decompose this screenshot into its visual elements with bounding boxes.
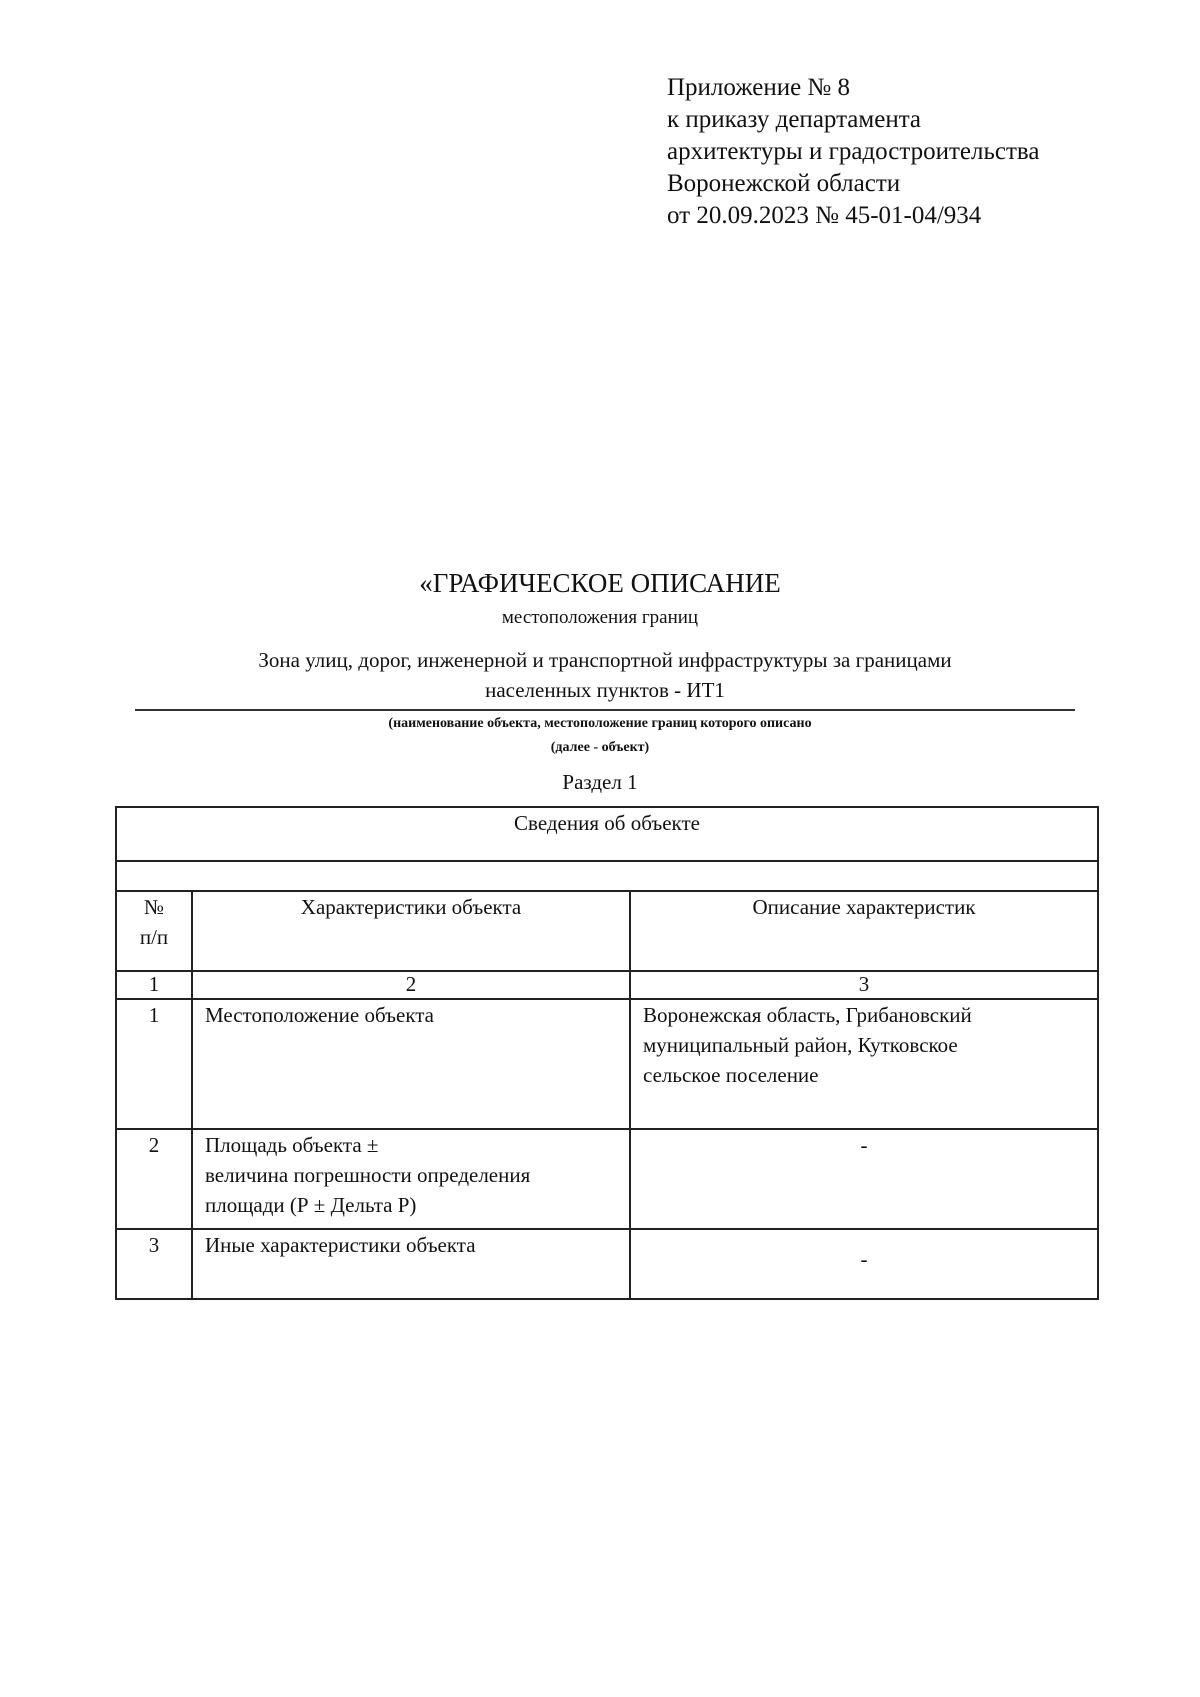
table-row (116, 1129, 1098, 1229)
row-description (630, 999, 1098, 1129)
row-characteristic (192, 1229, 630, 1299)
column-number: 2 (192, 971, 630, 999)
object-note (0, 712, 1200, 760)
row-characteristic (192, 1129, 630, 1229)
appendix-line: Воронежской области (667, 170, 901, 197)
object-note-line: (наименование объекта, местоположение границ которого описано (388, 716, 812, 731)
section-label: Раздел 1 (562, 770, 638, 794)
object-note-line: (далее - объект) (550, 740, 650, 755)
document-subtitle: местоположения границ (501, 607, 699, 628)
row-number: 1 (116, 999, 192, 1129)
description-line: Воронежская область, Грибановский (643, 1003, 972, 1027)
appendix-line: от 20.09.2023 № 45-01-04/934 (667, 202, 982, 229)
characteristic-line: Иные характеристики объекта (205, 1233, 476, 1257)
characteristic-line: величина погрешности определения (205, 1163, 531, 1187)
table-caption: Сведения об объекте (116, 807, 1098, 861)
description-line: муниципальный район, Кутковское (643, 1033, 958, 1057)
header-num-line: № (143, 895, 165, 919)
appendix-block (667, 72, 1039, 232)
description-line: - (860, 1133, 868, 1157)
row-description (630, 1129, 1098, 1229)
row-description (630, 1229, 1098, 1299)
appendix-line: архитектуры и градостроительства (667, 138, 1040, 165)
table-empty-cell (116, 861, 1098, 891)
table-row (116, 1229, 1098, 1299)
table-caption-row (116, 807, 1098, 861)
table-header-row (116, 891, 1098, 971)
table-row (116, 999, 1098, 1129)
document-title: «ГРАФИЧЕСКОЕ ОПИСАНИЕ (419, 568, 781, 598)
characteristic-line: Местоположение объекта (205, 1003, 435, 1027)
characteristic-line: Площадь объекта ± (205, 1133, 379, 1157)
column-number: 1 (116, 971, 192, 999)
row-characteristic (192, 999, 630, 1129)
description-line: сельское поселение (643, 1063, 819, 1087)
column-number: 3 (630, 971, 1098, 999)
object-name-line: Зона улиц, дорог, инженерной и транспортной инфраструктуры за границами (258, 648, 952, 672)
header-num-line: п/п (139, 925, 169, 949)
object-name-line: населенных пунктов - ИТ1 (485, 678, 725, 702)
header-num (116, 891, 192, 971)
row-number: 2 (116, 1129, 192, 1229)
appendix-line: к приказу департамента (667, 106, 922, 133)
header-characteristics: Характеристики объекта (192, 891, 630, 971)
table-empty-row (116, 861, 1098, 891)
object-name (135, 645, 1075, 711)
row-number: 3 (116, 1229, 192, 1299)
appendix-line: Приложение № 8 (667, 74, 851, 101)
object-info-table (115, 806, 1099, 1300)
description-line: - (860, 1247, 868, 1271)
characteristic-line: площади (Р ± Дельта Р) (205, 1193, 417, 1217)
header-description: Описание характеристик (630, 891, 1098, 971)
column-number-row (116, 971, 1098, 999)
